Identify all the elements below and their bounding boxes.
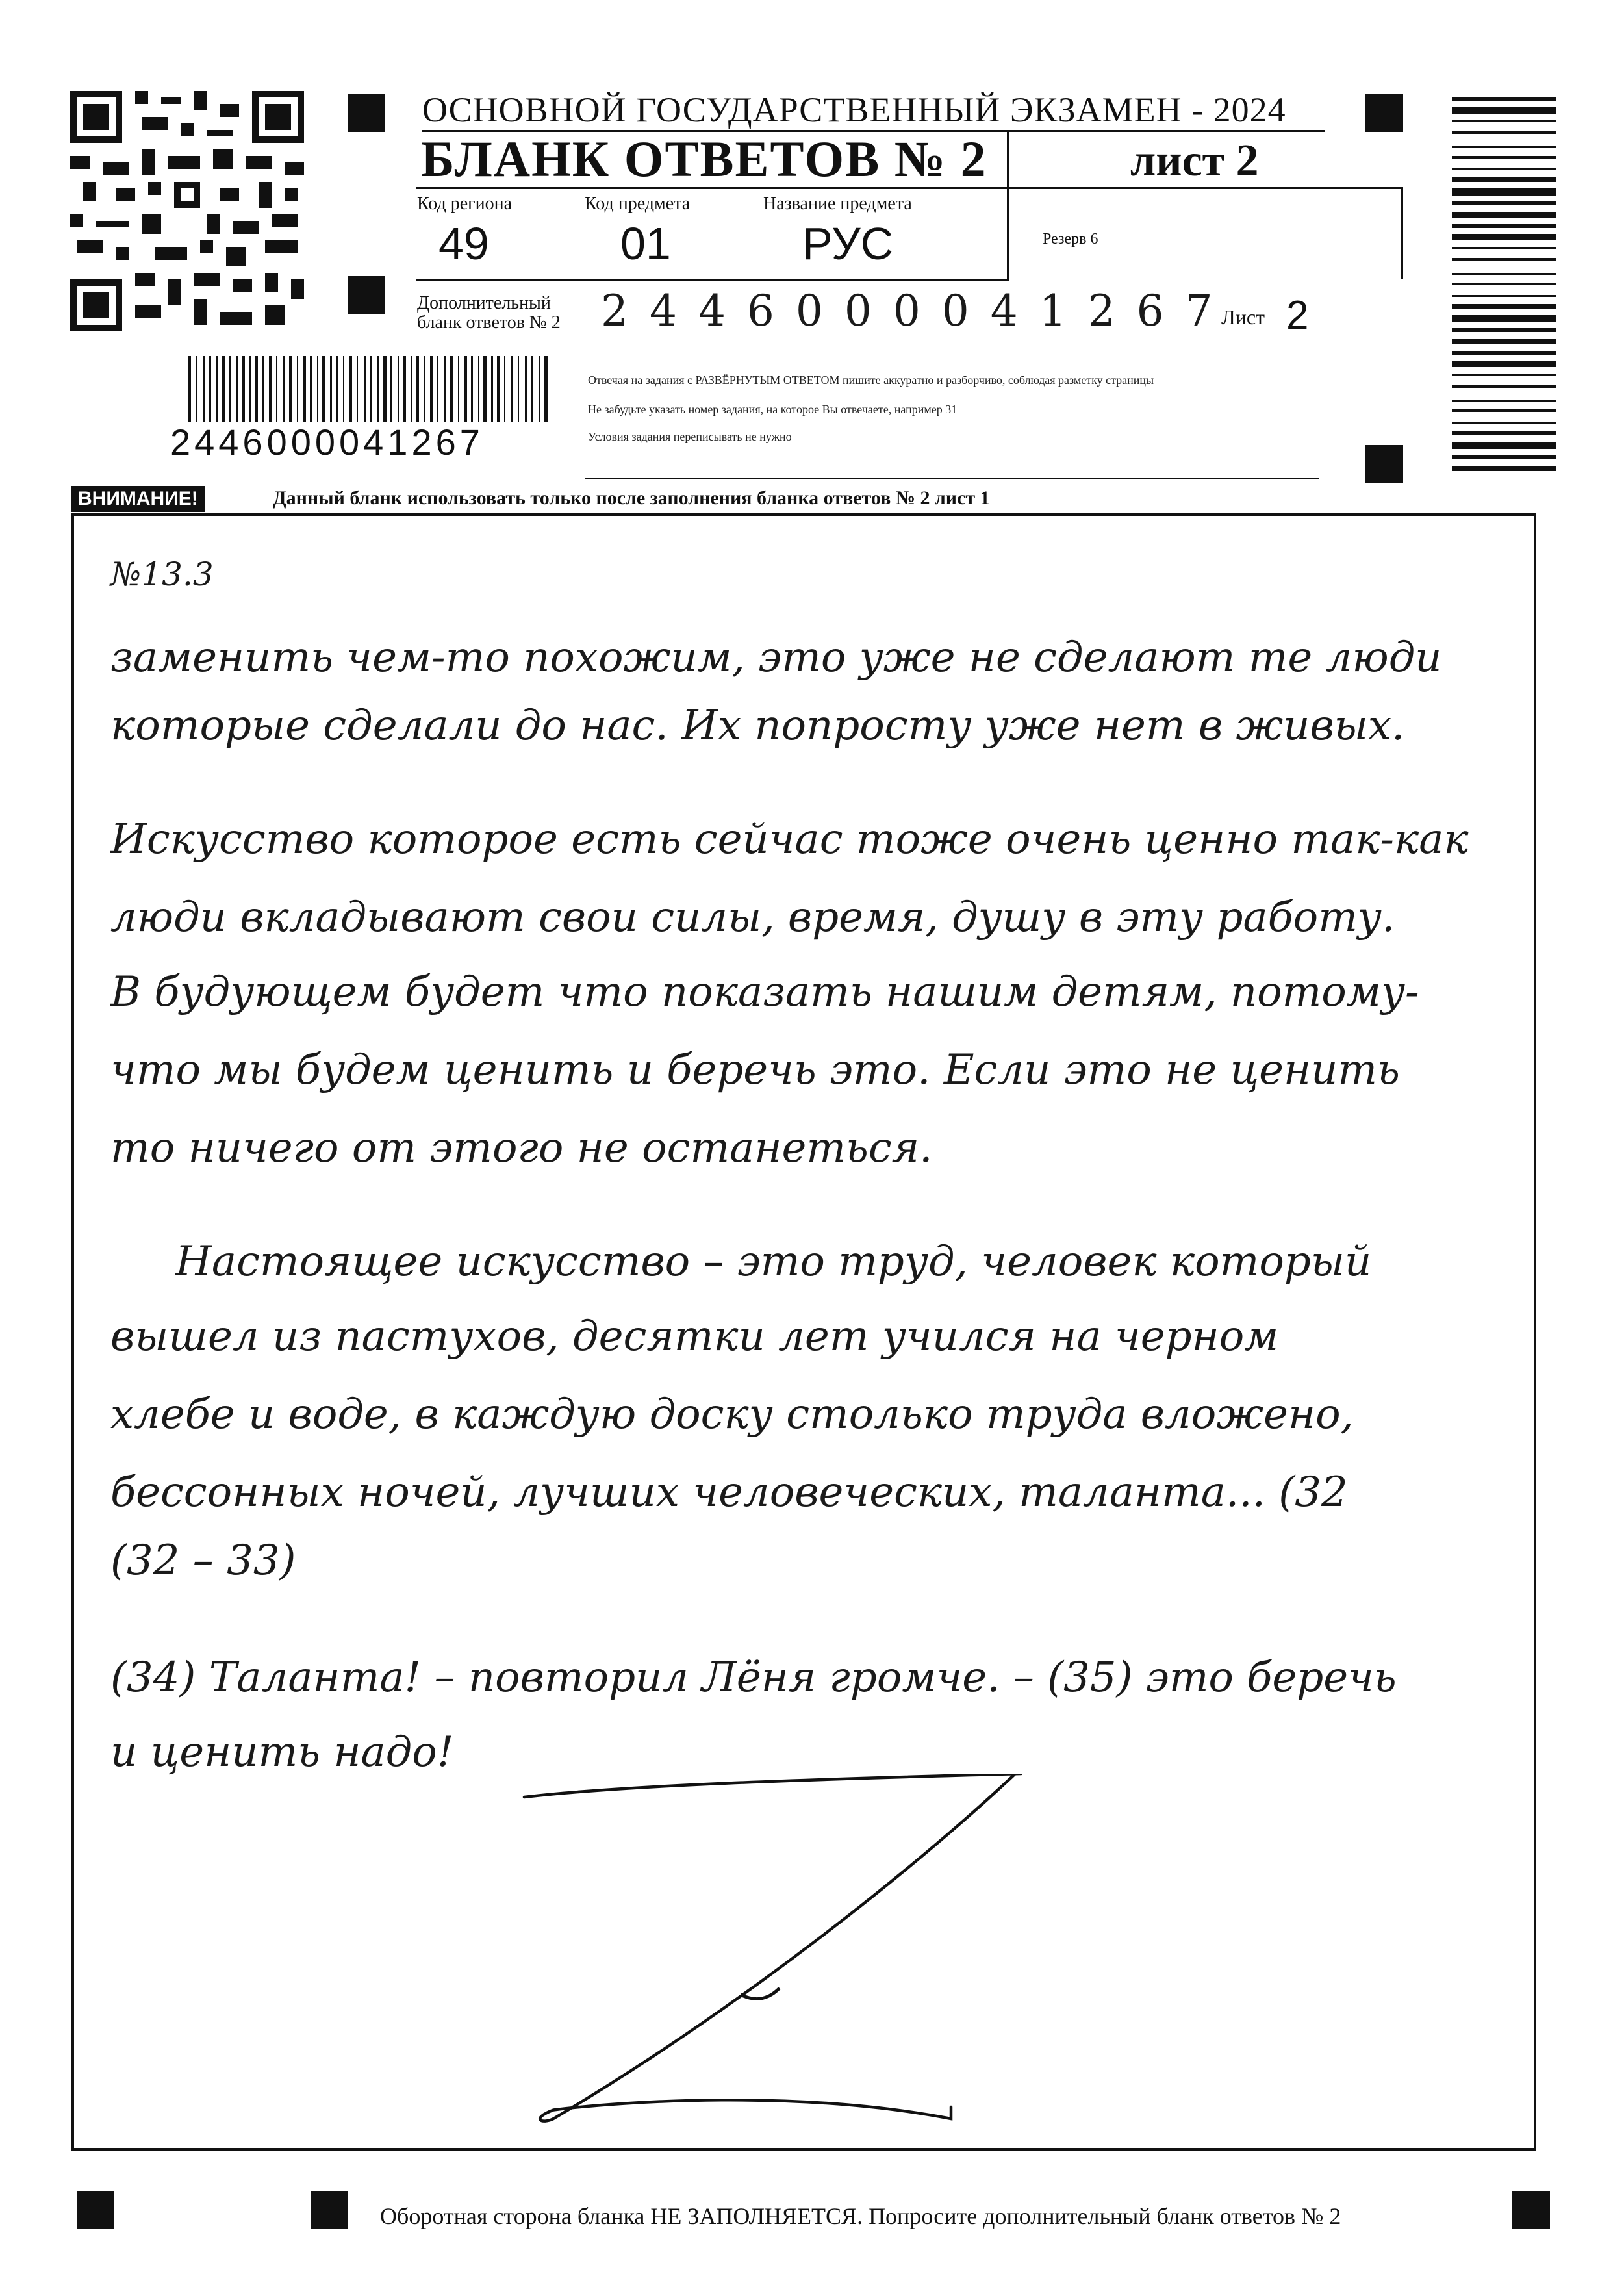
- divider: [585, 478, 1319, 479]
- handwritten-line: Настоящее искусство – это труд, человек который: [175, 1238, 1372, 1286]
- handwritten-line: вышел из пастухов, десятки лет учился на черном: [110, 1312, 1279, 1361]
- divider: [416, 279, 1009, 281]
- handwritten-line: заменить чем-то похожим, это уже не сделают те люди: [110, 633, 1442, 682]
- handwritten-line: Искусство которое есть сейчас тоже очень ценно так-как: [110, 815, 1469, 863]
- instruction-line: Отвечая на задания с РАЗВЁРНУТЫМ ОТВЕТОМ пишите аккуратно и разборчиво, соблюдая разметку страницы: [588, 374, 1154, 387]
- extra-form-label: Дополнительный бланк ответов № 2: [417, 293, 561, 333]
- attention-badge: ВНИМАНИЕ!: [71, 486, 205, 512]
- form-title: БЛАНК ОТВЕТОВ № 2: [421, 131, 987, 187]
- list-label: Лист: [1221, 305, 1265, 329]
- instruction-line: Условия задания переписывать не нужно: [588, 430, 792, 443]
- attention-text: Данный бланк использовать только после заполнения бланка ответов № 2 лист 1: [273, 487, 990, 509]
- handwritten-line: хлебе и воде, в каждую доску столько труда вложено,: [110, 1390, 1354, 1438]
- divider: [1007, 130, 1009, 281]
- extra-form-number: 2 4 4 6 0 0 0 0 4 1 2 6 7: [601, 286, 1217, 336]
- footer-text: Оборотная сторона бланка НЕ ЗАПОЛНЯЕТСЯ. Попросите дополнительный бланк ответов № 2: [380, 2203, 1341, 2229]
- handwritten-line: что мы будем ценить и беречь это. Если это не ценить: [110, 1046, 1400, 1094]
- handwritten-line: бессонных ночей, лучших человеческих, таланта... (32: [110, 1468, 1348, 1516]
- sheet-title: лист 2: [1130, 136, 1259, 186]
- divider: [1401, 187, 1403, 279]
- registration-mark: [77, 2191, 114, 2229]
- reserve-label: Резерв 6: [1043, 231, 1098, 248]
- instruction-line: Не забудьте указать номер задания, на которое Вы отвечаете, например 31: [588, 403, 958, 416]
- handwritten-line: то ничего от этого не останеться.: [110, 1124, 933, 1172]
- handwritten-line: (34) Таланта! – повторил Лёня громче. – (35) это беречь: [110, 1654, 1397, 1702]
- registration-mark: [1365, 94, 1403, 132]
- handwritten-line: №13.3: [110, 556, 214, 593]
- handwritten-line: люди вкладывают свои силы, время, душу в эту работу.: [110, 893, 1395, 941]
- handwritten-line: (32 – 33): [110, 1537, 296, 1585]
- qr-code: [70, 91, 304, 331]
- region-label: Код региона: [417, 194, 513, 214]
- vertical-barcode: [1452, 97, 1556, 474]
- handwritten-line: В будующем будет что показать нашим детям, потому-: [110, 968, 1419, 1016]
- registration-mark: [348, 276, 385, 314]
- divider: [416, 187, 1403, 189]
- list-value: 2: [1286, 293, 1309, 338]
- subject-code-label: Код предмета: [585, 194, 691, 214]
- subject-code-value: 01: [620, 218, 671, 269]
- exam-title: ОСНОВНОЙ ГОСУДАРСТВЕННЫЙ ЭКЗАМЕН - 2024: [422, 90, 1286, 129]
- handwritten-line: и ценить надо!: [110, 1728, 454, 1776]
- horizontal-barcode: [188, 356, 552, 422]
- subject-name-label: Название предмета: [763, 194, 912, 214]
- barcode-number: 2446000041267: [170, 422, 484, 463]
- registration-mark: [1365, 445, 1403, 483]
- z-mark: [507, 1774, 1026, 2177]
- region-value: 49: [438, 218, 489, 269]
- handwritten-line: которые сделали до нас. Их попросту уже нет в живых.: [110, 702, 1405, 750]
- registration-mark: [348, 94, 385, 132]
- subject-name-value: РУС: [802, 218, 894, 269]
- registration-mark: [311, 2191, 348, 2229]
- registration-mark: [1512, 2191, 1550, 2229]
